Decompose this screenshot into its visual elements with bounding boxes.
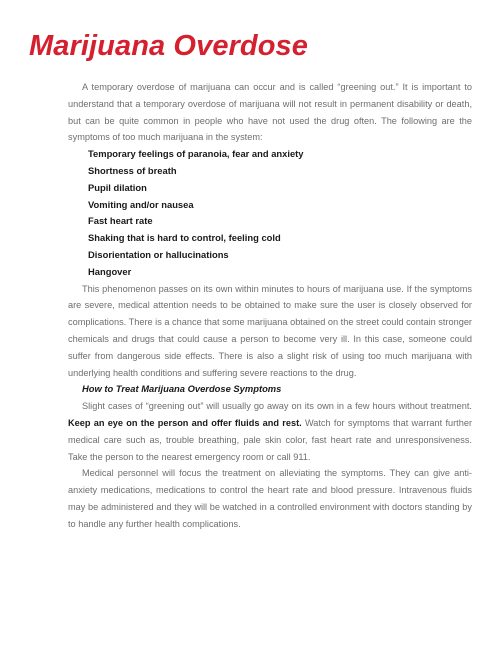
medical-paragraph: Medical personnel will focus the treatment on alleviating the symptoms. They can give anti-anxiety medications, medications to control the heart rate and blood pressure. Intravenous fluids may be administered and they will be watched in a controlled environment with doctors standing by to handle any further health complications. <box>68 468 472 529</box>
treatment-emphasis: Keep an eye on the person and offer fluids and rest. <box>68 417 302 428</box>
intro-paragraph: A temporary overdose of marijuana can occur and is called “greening out.” It is important to understand that a temporary overdose of marijuana will not result in permanent disability or death, but can be quite common in people who have not used the drug often. The following are the symptoms of too much marijuana in the system: <box>68 82 472 143</box>
symptom-item: Fast heart rate <box>88 215 153 227</box>
symptom-item: Hangover <box>88 265 132 277</box>
treatment-heading: How to Treat Marijuana Overdose Symptoms <box>82 383 282 395</box>
article-body <box>68 79 472 533</box>
treatment-paragraph <box>68 398 472 465</box>
treatment-text-after: Watch for symptoms that warrant further medical care such as, trouble breathing, pale skin color, fast heart rate and unresponsiveness. Take the person to the nearest emergency room or call 911. <box>68 417 473 462</box>
phenomenon-paragraph: This phenomenon passes on its own within minutes to hours of marijuana use. If the symptoms are severe, medical attention needs to be obtained to make sure the user is closely observed for complications. There is a chance that some marijuana obtained on the street could contain stronger chemicals and drugs that could cause a person to become very ill. In this case, someone could suffer from dangerous side effects. There is also a slight risk of using too much marijuana with underlying health conditions and suffering severe reactions to the drug. <box>68 283 472 378</box>
symptom-list <box>68 146 472 280</box>
treatment-text-before: Slight cases of “greening out” will usually go away on its own in a few hours without treatment. <box>82 401 472 412</box>
page-title: Marijuana Overdose <box>29 30 309 62</box>
symptom-item: Disorientation or hallucinations <box>88 248 229 260</box>
symptom-item: Temporary feelings of paranoia, fear and anxiety <box>88 148 304 160</box>
symptom-item: Shortness of breath <box>88 164 177 176</box>
symptom-item: Vomiting and/or nausea <box>88 198 194 210</box>
symptom-item: Shaking that is hard to control, feeling cold <box>88 232 281 244</box>
symptom-item: Pupil dilation <box>88 181 147 193</box>
